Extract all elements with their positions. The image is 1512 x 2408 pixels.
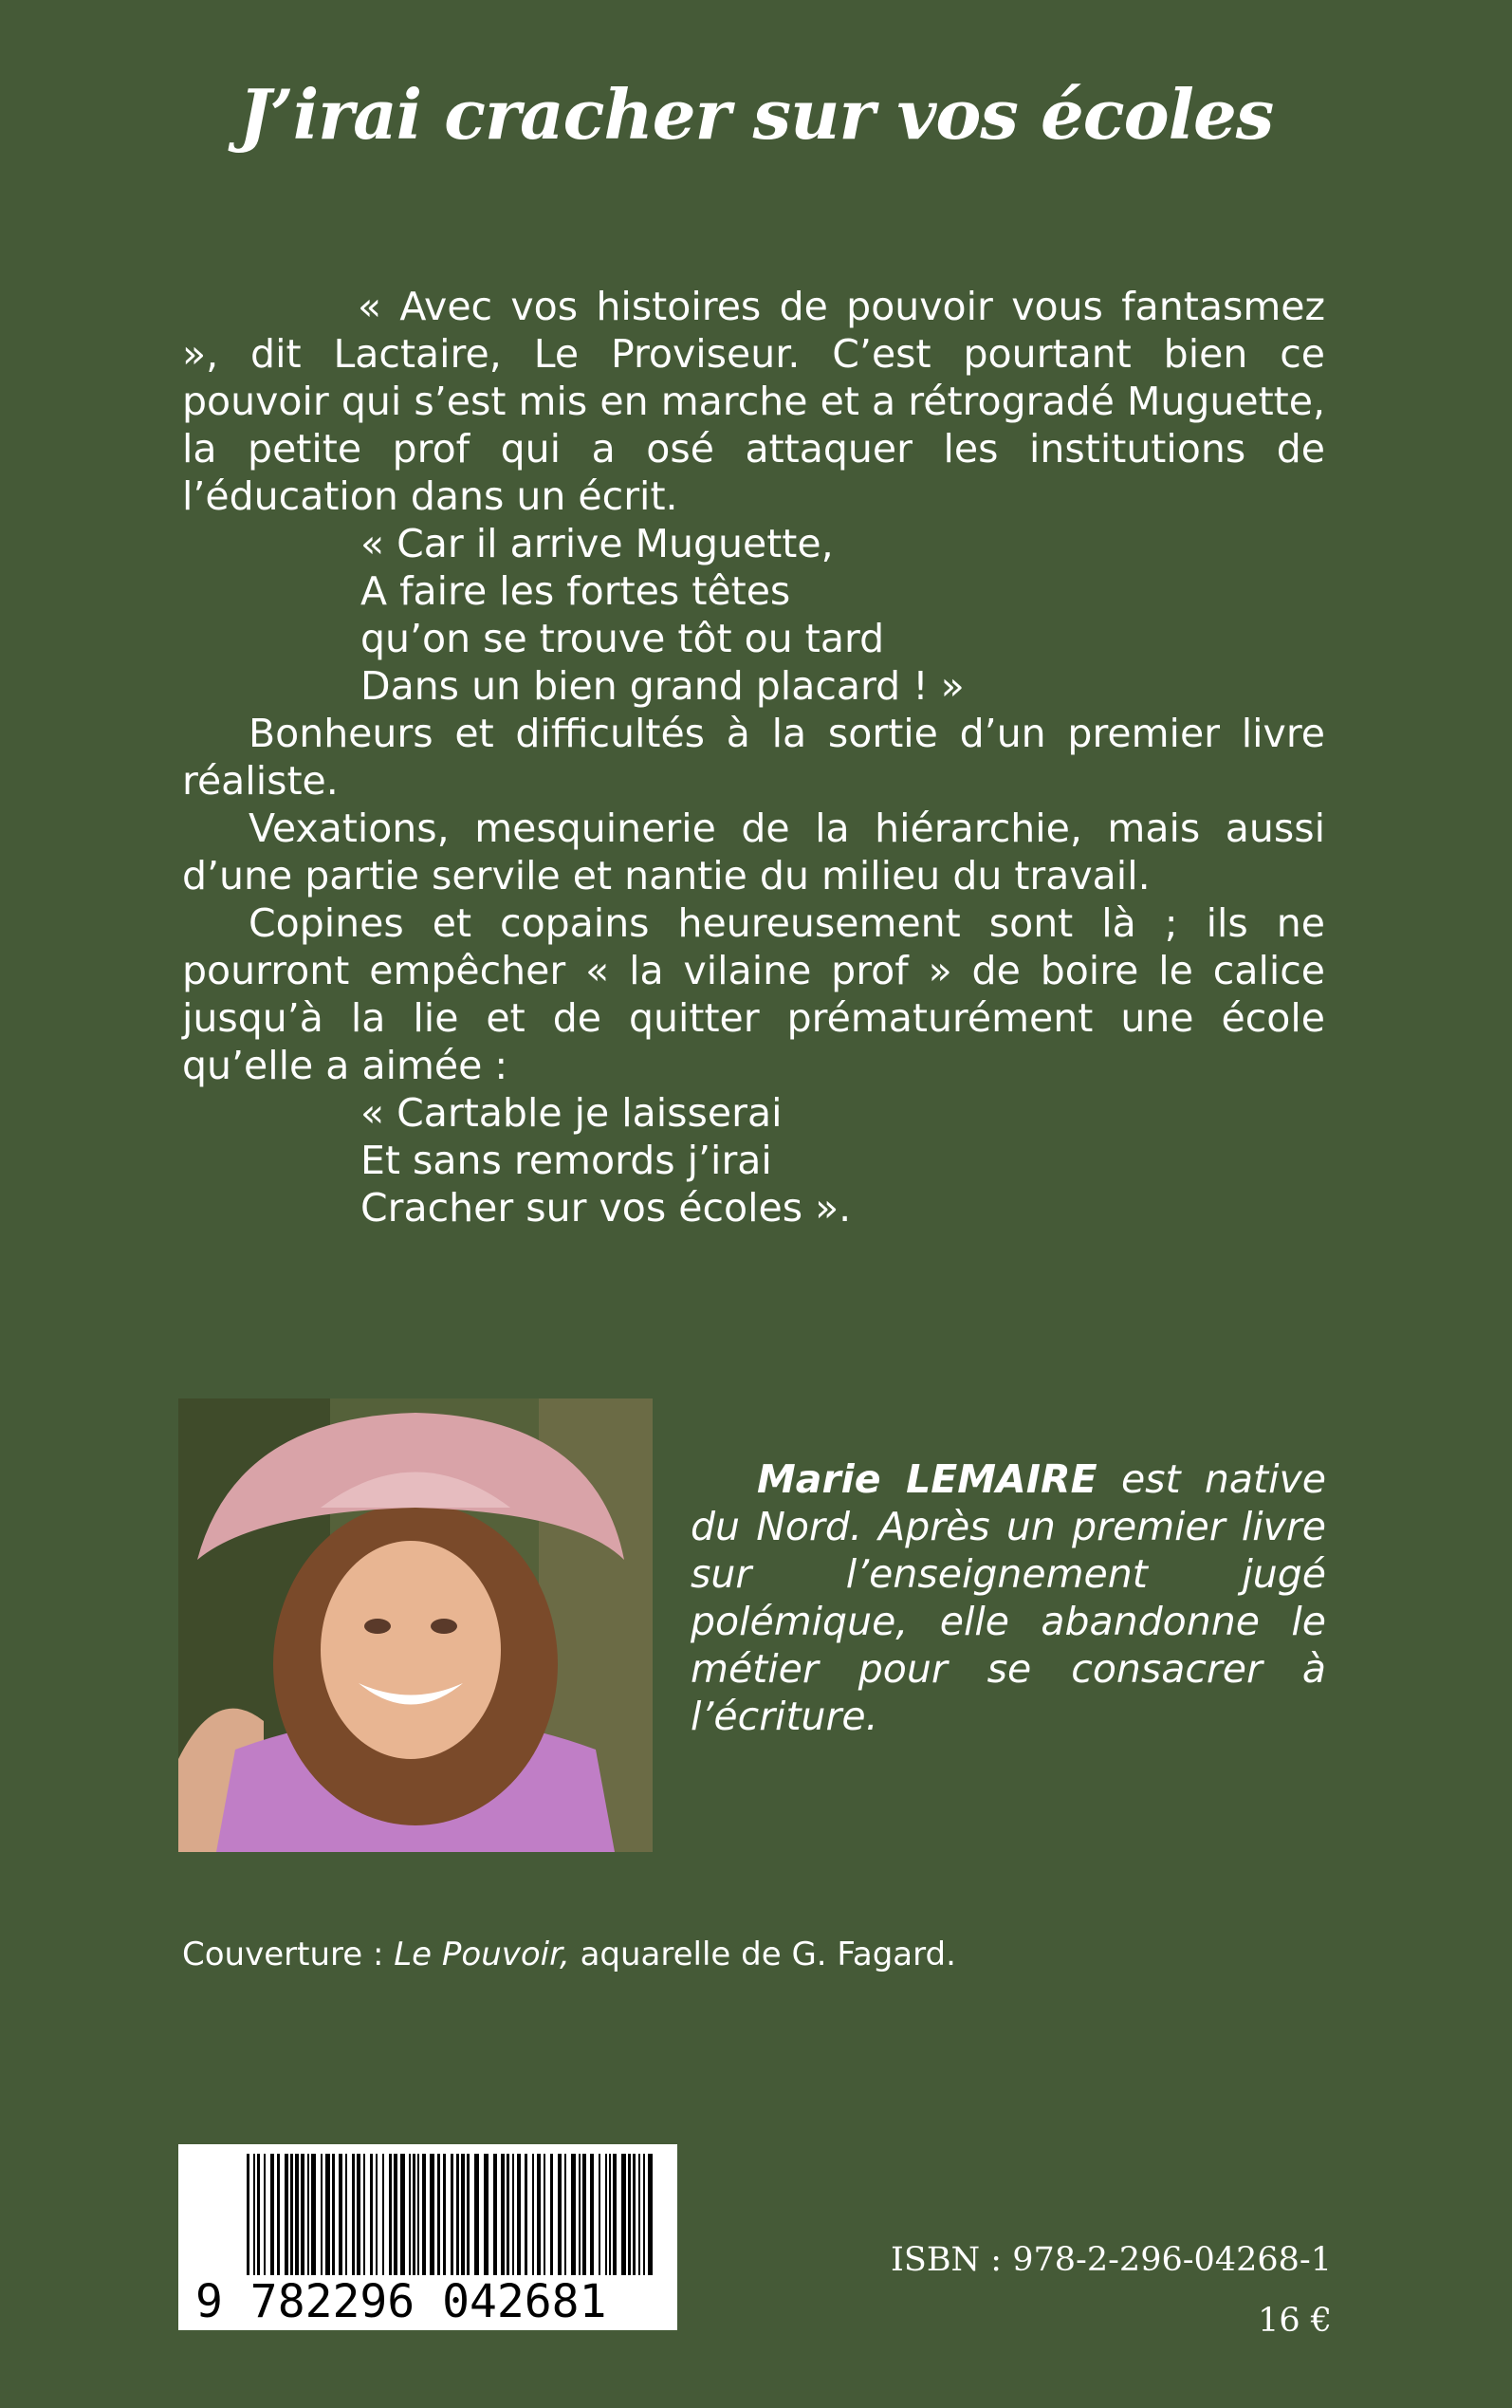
barcode-bar <box>247 2154 249 2275</box>
barcode-bar <box>609 2154 611 2275</box>
barcode-bar <box>621 2154 626 2275</box>
barcode-bar <box>285 2154 288 2275</box>
barcode-bar <box>264 2154 266 2275</box>
blurb-paragraph-4: Copines et copains heureusement sont là ; ils ne pourront empêcher « la vilaine prof » de boire le calice jusqu’à la lie et de quitter prématurément une école qu’elle a aimée : <box>182 900 1325 1088</box>
barcode-bar <box>290 2154 293 2275</box>
barcode-bar <box>443 2154 446 2275</box>
barcode-bar <box>376 2154 378 2275</box>
barcode-bar <box>633 2154 636 2275</box>
barcode-bar <box>253 2154 255 2275</box>
barcode-bar <box>501 2154 505 2275</box>
barcode-bar <box>357 2154 360 2275</box>
barcode-bar <box>311 2154 316 2275</box>
verse-line: qu’on se trouve tôt ou tard <box>360 616 885 661</box>
barcode-bar <box>370 2154 373 2275</box>
verse-line: « Cartable je laisserai <box>360 1090 783 1136</box>
barcode-bar <box>605 2154 607 2275</box>
blurb-paragraph-3: Vexations, mesquinerie de la hiérarchie, mais aussi d’une partie servile et nantie du milieu du travail. <box>182 806 1325 898</box>
barcode-bar <box>613 2154 617 2275</box>
barcode-bar <box>512 2154 514 2275</box>
barcode-bar <box>558 2154 562 2275</box>
verse-quote-2 <box>182 1089 1325 1232</box>
barcode-bar <box>413 2154 415 2275</box>
barcode-bar <box>537 2154 541 2275</box>
author-photo-illustration <box>178 1398 653 1852</box>
barcode-bar <box>417 2154 419 2275</box>
author-bio <box>691 1455 1326 1740</box>
verse-quote-1 <box>182 520 1325 710</box>
barcode-bar <box>345 2154 347 2275</box>
barcode-bar <box>325 2154 330 2275</box>
barcode-bar <box>544 2154 545 2275</box>
barcode-bar <box>394 2154 397 2275</box>
barcode-bar <box>532 2154 534 2275</box>
barcode-bar <box>456 2154 459 2275</box>
barcode-bar <box>352 2154 355 2275</box>
barcode-bar <box>590 2154 594 2275</box>
barcode-bar <box>643 2154 645 2275</box>
barcode-bar <box>628 2154 631 2275</box>
barcode-bar <box>270 2154 274 2275</box>
barcode-bar <box>579 2154 581 2275</box>
barcode-bar <box>493 2154 497 2275</box>
verse-line: Cracher sur vos écoles ». <box>360 1185 852 1231</box>
barcode-bar <box>451 2154 453 2275</box>
barcode-bar <box>525 2154 527 2275</box>
verse-line: A faire les fortes têtes <box>360 568 791 614</box>
blurb-paragraph-1: « Avec vos histoires de pouvoir vous fantasmez », dit Lactaire, Le Proviseur. C’est pourtant bien ce pouvoir qui s’est mis en marche et a rétrogradé Muguette, la petite prof qui a osé attaquer les institutions de l’éducation dans un écrit. <box>182 284 1325 519</box>
credit-prefix: Couverture : <box>182 1936 395 1973</box>
barcode-bar <box>382 2154 384 2275</box>
price: 16 € <box>1258 2302 1332 2340</box>
barcode-bar <box>409 2154 411 2275</box>
verse-line: Et sans remords j’irai <box>360 1138 772 1183</box>
barcode-bar <box>484 2154 489 2275</box>
barcode-bar <box>332 2154 335 2275</box>
credit-suffix: aquarelle de G. Fagard. <box>569 1936 956 1973</box>
barcode-bar <box>582 2154 586 2275</box>
isbn: ISBN : 978-2-296-04268-1 <box>891 2241 1332 2279</box>
credit-work-title: Le Pouvoir, <box>394 1936 570 1973</box>
barcode-bar <box>422 2154 426 2275</box>
barcode-bar <box>321 2154 323 2275</box>
barcode-bar <box>301 2154 304 2275</box>
barcode-bar <box>257 2154 260 2275</box>
blurb-paragraph-2: Bonheurs et difficultés à la sortie d’un premier livre réaliste. <box>182 711 1325 804</box>
back-cover-blurb <box>182 283 1325 1232</box>
barcode-bar <box>550 2154 553 2275</box>
barcode-bar <box>564 2154 566 2275</box>
barcode-bar <box>507 2154 509 2275</box>
verse-line: « Car il arrive Muguette, <box>360 521 834 566</box>
barcode-bar <box>400 2154 405 2275</box>
barcode-bar <box>430 2154 434 2275</box>
barcode-bar <box>461 2154 465 2275</box>
author-name: Marie LEMAIRE <box>757 1456 1097 1502</box>
barcode-bar <box>638 2154 640 2275</box>
author-bio-text: est native du Nord. Après un premier livre sur l’enseignement jugé polémique, elle abandonne le métier pour se consacrer à l’écriture. <box>691 1456 1326 1739</box>
barcode-bar <box>389 2154 392 2275</box>
barcode-digits: 9 782296 042681 <box>195 2275 607 2328</box>
barcode-bar <box>339 2154 342 2275</box>
barcode-graphic <box>178 2144 677 2330</box>
barcode-bar <box>599 2154 600 2275</box>
book-title: J’irai cracher sur vos écoles <box>238 74 1274 155</box>
barcode-bar <box>307 2154 309 2275</box>
barcode-bar <box>517 2154 521 2275</box>
author-photo <box>178 1398 653 1852</box>
barcode <box>178 2144 677 2330</box>
barcode-bar <box>363 2154 365 2275</box>
barcode-bar <box>571 2154 576 2275</box>
barcode-bar <box>277 2154 280 2275</box>
cover-credit <box>182 1936 956 1973</box>
barcode-bar <box>474 2154 479 2275</box>
barcode-bar <box>295 2154 299 2275</box>
barcode-bar <box>437 2154 440 2275</box>
barcode-bar <box>648 2154 653 2275</box>
barcode-bar <box>467 2154 470 2275</box>
verse-line: Dans un bien grand placard ! » <box>360 663 965 709</box>
